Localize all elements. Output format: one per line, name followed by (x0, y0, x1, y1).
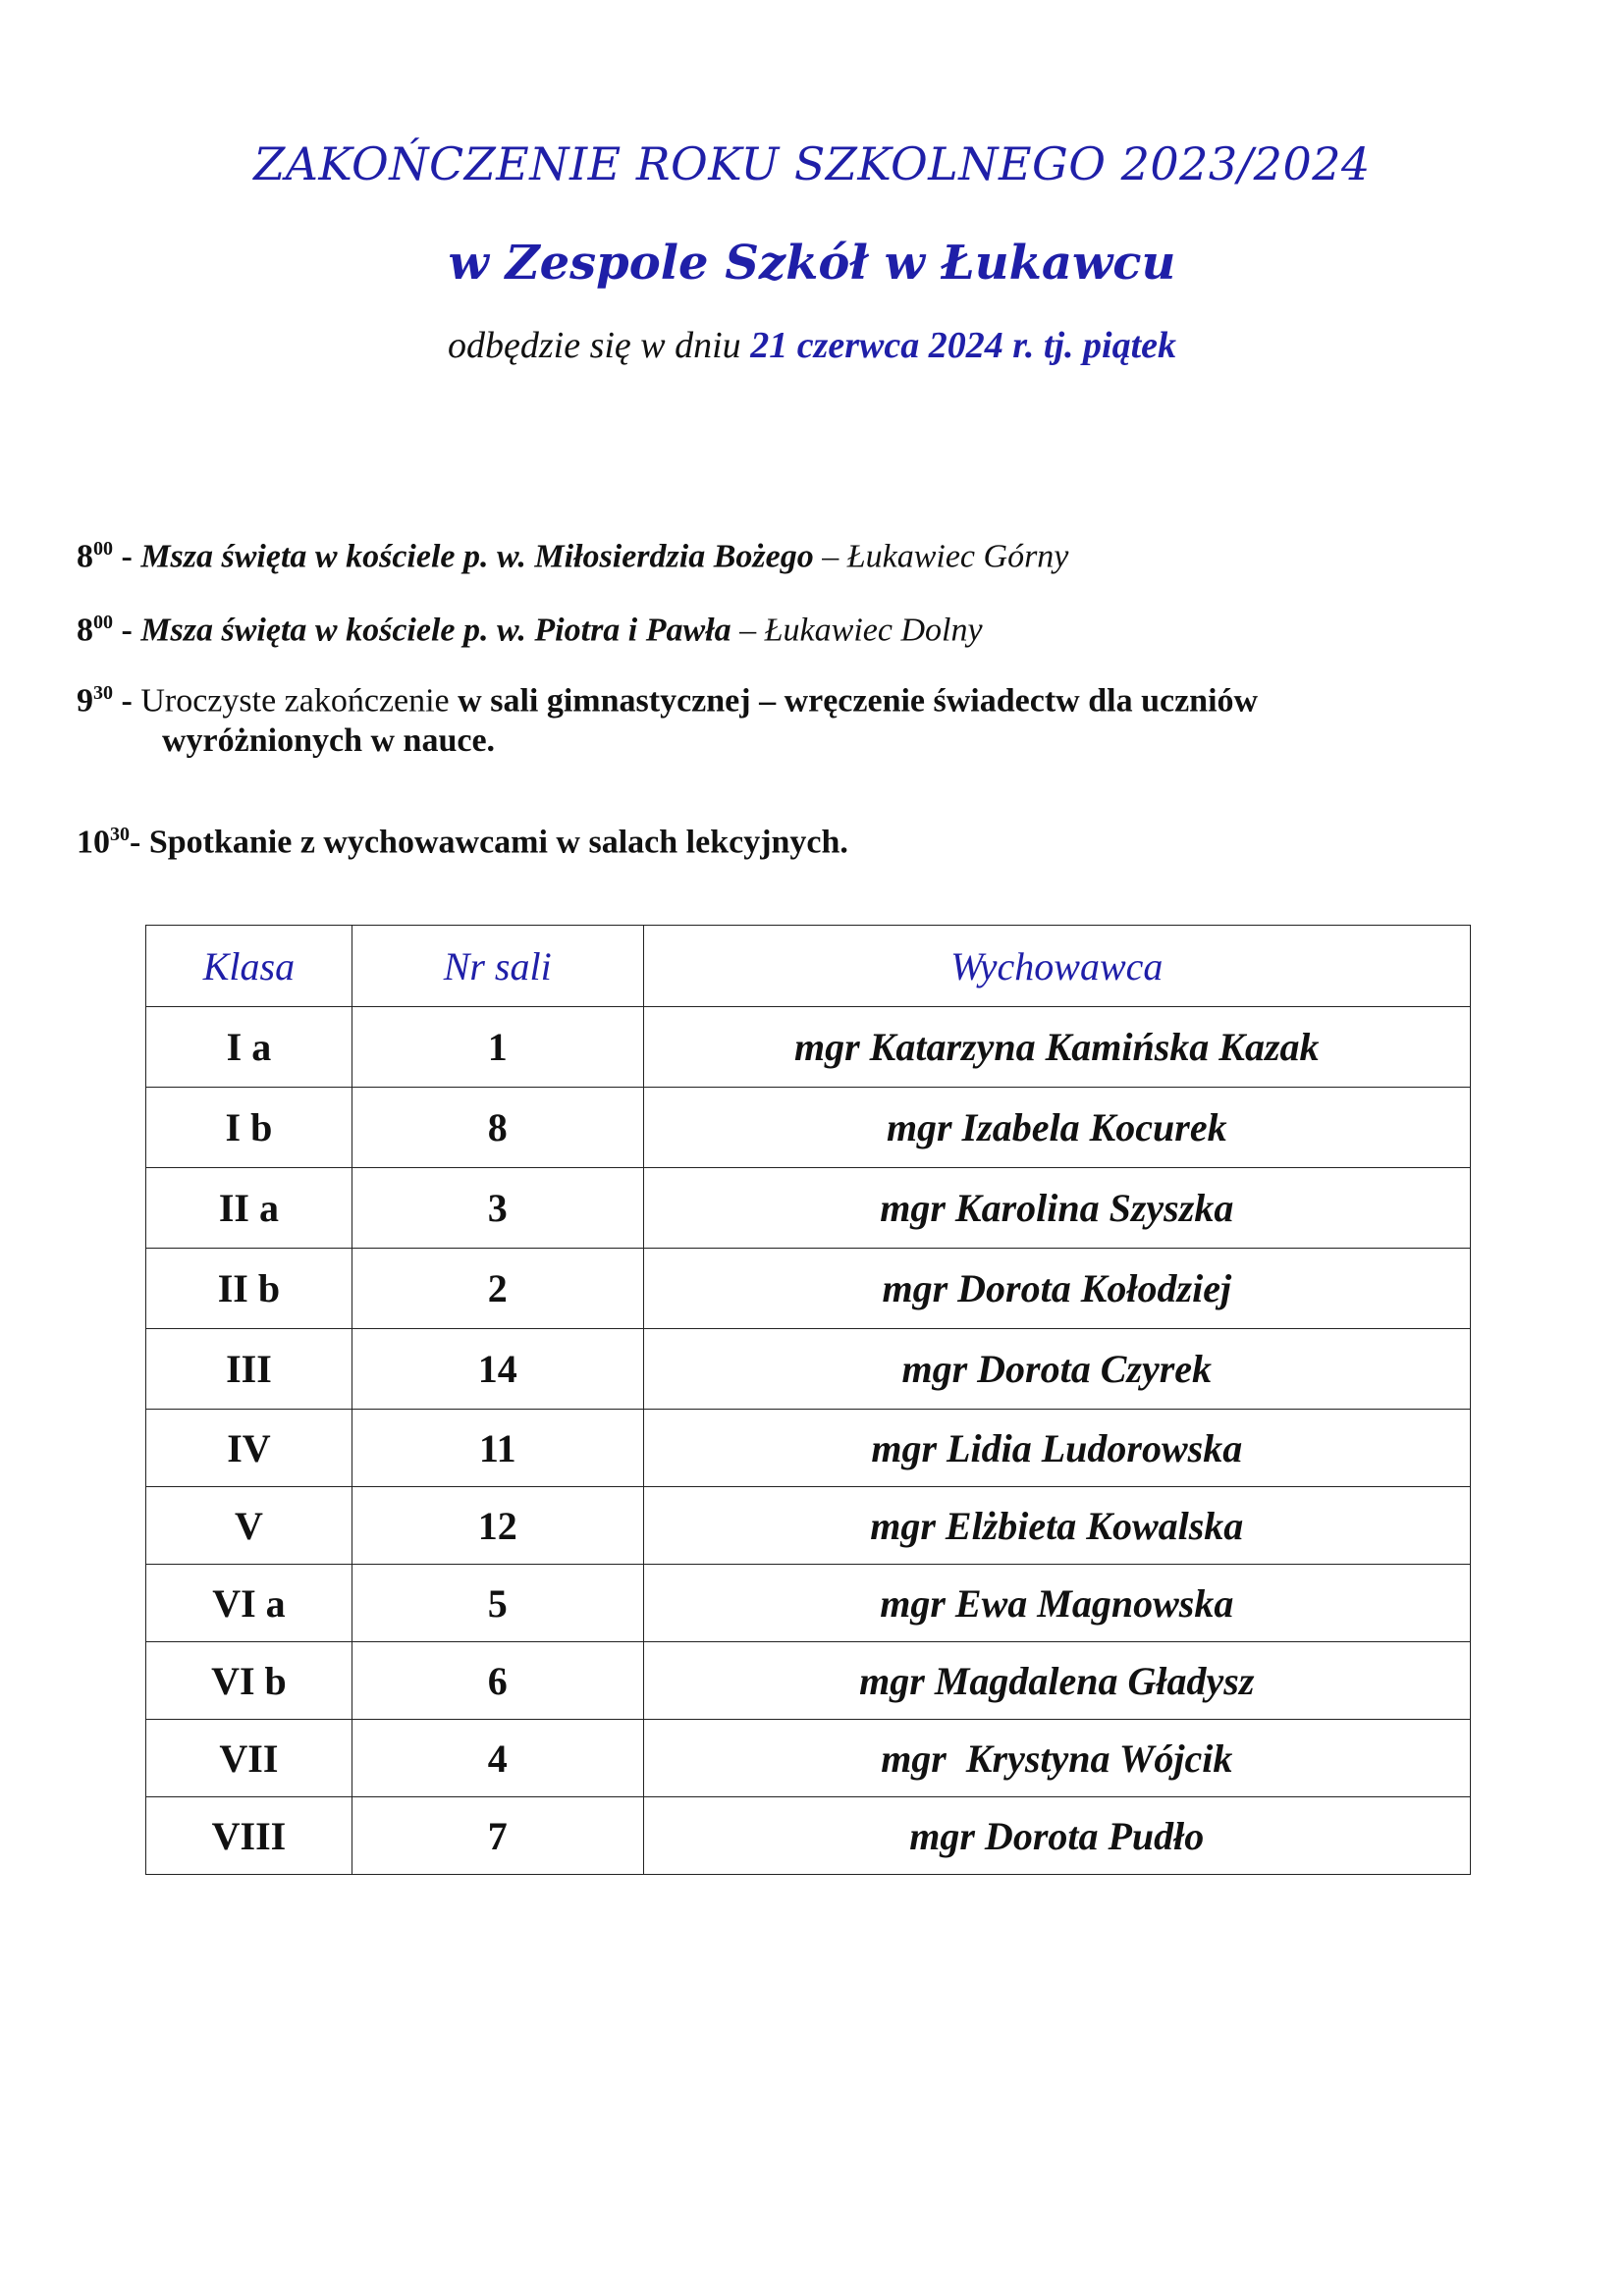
dash: – (813, 538, 847, 575)
event-text-plain: Uroczyste zakończenie (140, 682, 459, 720)
cell-sala: 6 (352, 1642, 643, 1720)
cell-wychowawca: mgr Lidia Ludorowska (643, 1410, 1470, 1487)
time-minutes: 30 (93, 682, 113, 704)
cell-wychowawca: mgr Magdalena Gładysz (643, 1642, 1470, 1720)
cell-sala: 11 (352, 1410, 643, 1487)
dash: – (731, 612, 765, 649)
event-text-bold: Spotkanie z wychowawcami w salach lekcyjnych. (148, 824, 848, 861)
table-row (146, 1410, 1471, 1487)
time-separator: - (113, 682, 141, 720)
time-hour: 8 (77, 612, 93, 649)
cell-sala: 12 (352, 1487, 643, 1565)
event-text-bold: w sali gimnastycznej – wręczenie świadectw dla uczniów (458, 682, 1259, 720)
cell-klasa: V (146, 1487, 352, 1565)
date-prefix: odbędzie się w dniu (447, 325, 741, 366)
header-nr-sali: Nr sali (352, 926, 643, 1007)
table-row (146, 1797, 1471, 1875)
cell-wychowawca: mgr Dorota Pudło (643, 1797, 1470, 1875)
table-row (146, 1720, 1471, 1797)
event-place: Łukawiec Górny (846, 538, 1069, 575)
cell-klasa: II b (146, 1249, 352, 1329)
date-value: 21 czerwca 2024 r. tj. piątek (750, 325, 1176, 366)
cell-wychowawca: mgr Krystyna Wójcik (643, 1720, 1470, 1797)
cell-sala: 7 (352, 1797, 643, 1875)
cell-klasa: VI b (146, 1642, 352, 1720)
table-row (146, 1565, 1471, 1642)
cell-klasa: I b (146, 1088, 352, 1168)
cell-sala: 4 (352, 1720, 643, 1797)
event-text: Msza święta w kościele p. w. Piotra i Pawła (140, 612, 731, 649)
table-row (146, 1088, 1471, 1168)
cell-sala: 14 (352, 1329, 643, 1410)
table-row (146, 1642, 1471, 1720)
time-hour: 10 (77, 824, 110, 861)
time-separator: - (113, 612, 141, 649)
cell-klasa: I a (146, 1007, 352, 1088)
cell-klasa: VII (146, 1720, 352, 1797)
cell-wychowawca: mgr Izabela Kocurek (643, 1088, 1470, 1168)
table-row (146, 1249, 1471, 1329)
cell-sala: 5 (352, 1565, 643, 1642)
header-klasa: Klasa (146, 926, 352, 1007)
cell-klasa: VIII (146, 1797, 352, 1875)
time-separator: - (130, 824, 149, 861)
schedule-item-ceremony-continued: wyróżnionych w nauce. (162, 722, 496, 759)
class-rooms-table (145, 925, 1471, 1875)
cell-wychowawca: mgr Elżbieta Kowalska (643, 1487, 1470, 1565)
event-date-line (0, 324, 1624, 367)
time-minutes: 00 (93, 538, 113, 560)
cell-wychowawca: mgr Katarzyna Kamińska Kazak (643, 1007, 1470, 1088)
cell-klasa: II a (146, 1168, 352, 1249)
schedule-item-ceremony (77, 669, 1258, 724)
time-separator: - (113, 538, 141, 575)
cell-wychowawca: mgr Dorota Kołodziej (643, 1249, 1470, 1329)
time-minutes: 00 (93, 612, 113, 633)
table-row (146, 1487, 1471, 1565)
cell-wychowawca: mgr Ewa Magnowska (643, 1565, 1470, 1642)
cell-wychowawca: mgr Karolina Szyszka (643, 1168, 1470, 1249)
header-wychowawca: Wychowawca (643, 926, 1470, 1007)
table-header-row (146, 926, 1471, 1007)
table-row (146, 1329, 1471, 1410)
schedule-item-mass-dolny (77, 599, 983, 654)
cell-klasa: IV (146, 1410, 352, 1487)
cell-klasa: III (146, 1329, 352, 1410)
event-place: Łukawiec Dolny (764, 612, 983, 649)
time-hour: 8 (77, 538, 93, 575)
schedule-item-mass-gorny (77, 525, 1068, 580)
time-minutes: 30 (110, 824, 130, 845)
table-row (146, 1007, 1471, 1088)
cell-sala: 8 (352, 1088, 643, 1168)
cell-wychowawca: mgr Dorota Czyrek (643, 1329, 1470, 1410)
cell-klasa: VI a (146, 1565, 352, 1642)
cell-sala: 1 (352, 1007, 643, 1088)
time-hour: 9 (77, 682, 93, 720)
schedule-item-meeting (77, 811, 848, 866)
page-title: ZAKOŃCZENIE ROKU SZKOLNEGO 2023/2024 (253, 137, 1371, 190)
cell-sala: 2 (352, 1249, 643, 1329)
school-name: w Zespole Szkół w Łukawcu (448, 236, 1176, 291)
cell-sala: 3 (352, 1168, 643, 1249)
table-row (146, 1168, 1471, 1249)
event-text: Msza święta w kościele p. w. Miłosierdzia Bożego (140, 538, 814, 575)
